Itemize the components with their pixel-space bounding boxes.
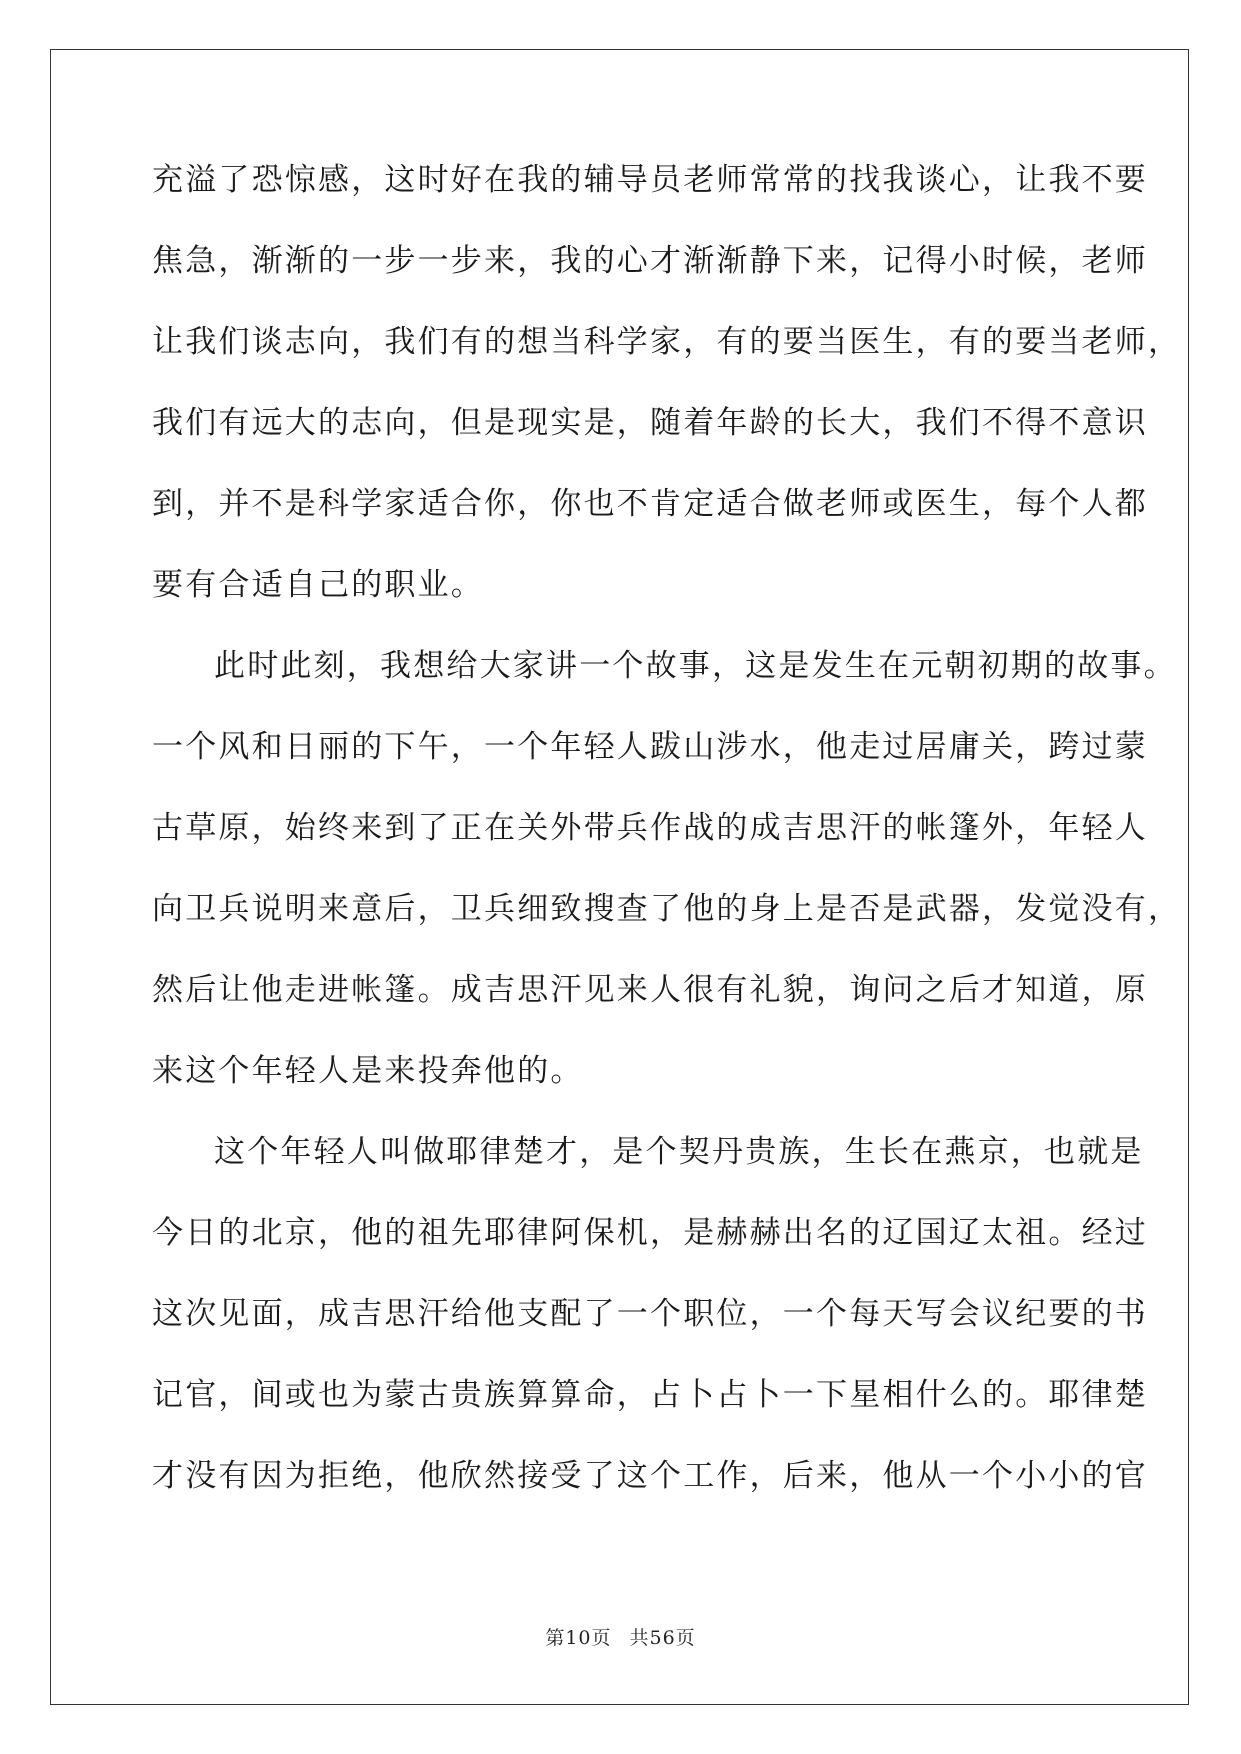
document-body [152,160,1182,1537]
text-line-1: 充溢了恐惊感，这时好在我的辅导员老师常常的找我谈心，让我不要 [152,162,1148,198]
text-line-2: 焦急，渐渐的一步一步来，我的心才渐渐静下来，记得小时候，老师 [152,243,1148,279]
text-line-4: 我们有远大的志向，但是现实是，随着年龄的长大，我们不得不意识 [152,405,1148,441]
page-total: 共56页 [629,1627,696,1649]
text-line-9: 古草原，始终来到了正在关外带兵作战的成吉思汗的帐篷外，年轻人 [152,810,1148,846]
page-number: 第10页 [545,1627,612,1649]
text-line-12: 来这个年轻人是来投奔他的。 [152,1053,584,1089]
text-line-14: 今日的北京，他的祖先耶律阿保机，是赫赫出名的辽国辽太祖。经过 [152,1215,1148,1251]
text-line-6: 要有合适自己的职业。 [152,567,484,603]
text-line-13: 这个年轻人叫做耶律楚才，是个契丹贵族，生长在燕京，也就是 [214,1134,1144,1170]
text-line-5: 到，并不是科学家适合你，你也不肯定适合做老师或医生，每个人都 [152,486,1148,522]
text-line-10: 向卫兵说明来意后，卫兵细致搜查了他的身上是否是武器，发觉没有， [152,891,1182,927]
text-line-7: 此时此刻，我想给大家讲一个故事，这是发生在元朝初期的故事。 [214,648,1177,684]
text-line-17: 才没有因为拒绝，他欣然接受了这个工作，后来，他从一个小小的官 [152,1458,1148,1494]
page-footer [0,1623,1241,1650]
text-line-11: 然后让他走进帐篷。成吉思汗见来人很有礼貌，询问之后才知道，原 [152,972,1148,1008]
text-line-3: 让我们谈志向，我们有的想当科学家，有的要当医生，有的要当老师， [152,324,1182,360]
text-line-15: 这次见面，成吉思汗给他支配了一个职位，一个每天写会议纪要的书 [152,1296,1148,1332]
text-line-8: 一个风和日丽的下午，一个年轻人跋山涉水，他走过居庸关，跨过蒙 [152,729,1148,765]
text-line-16: 记官，间或也为蒙古贵族算算命，占卜占卜一下星相什么的。耶律楚 [152,1377,1148,1413]
